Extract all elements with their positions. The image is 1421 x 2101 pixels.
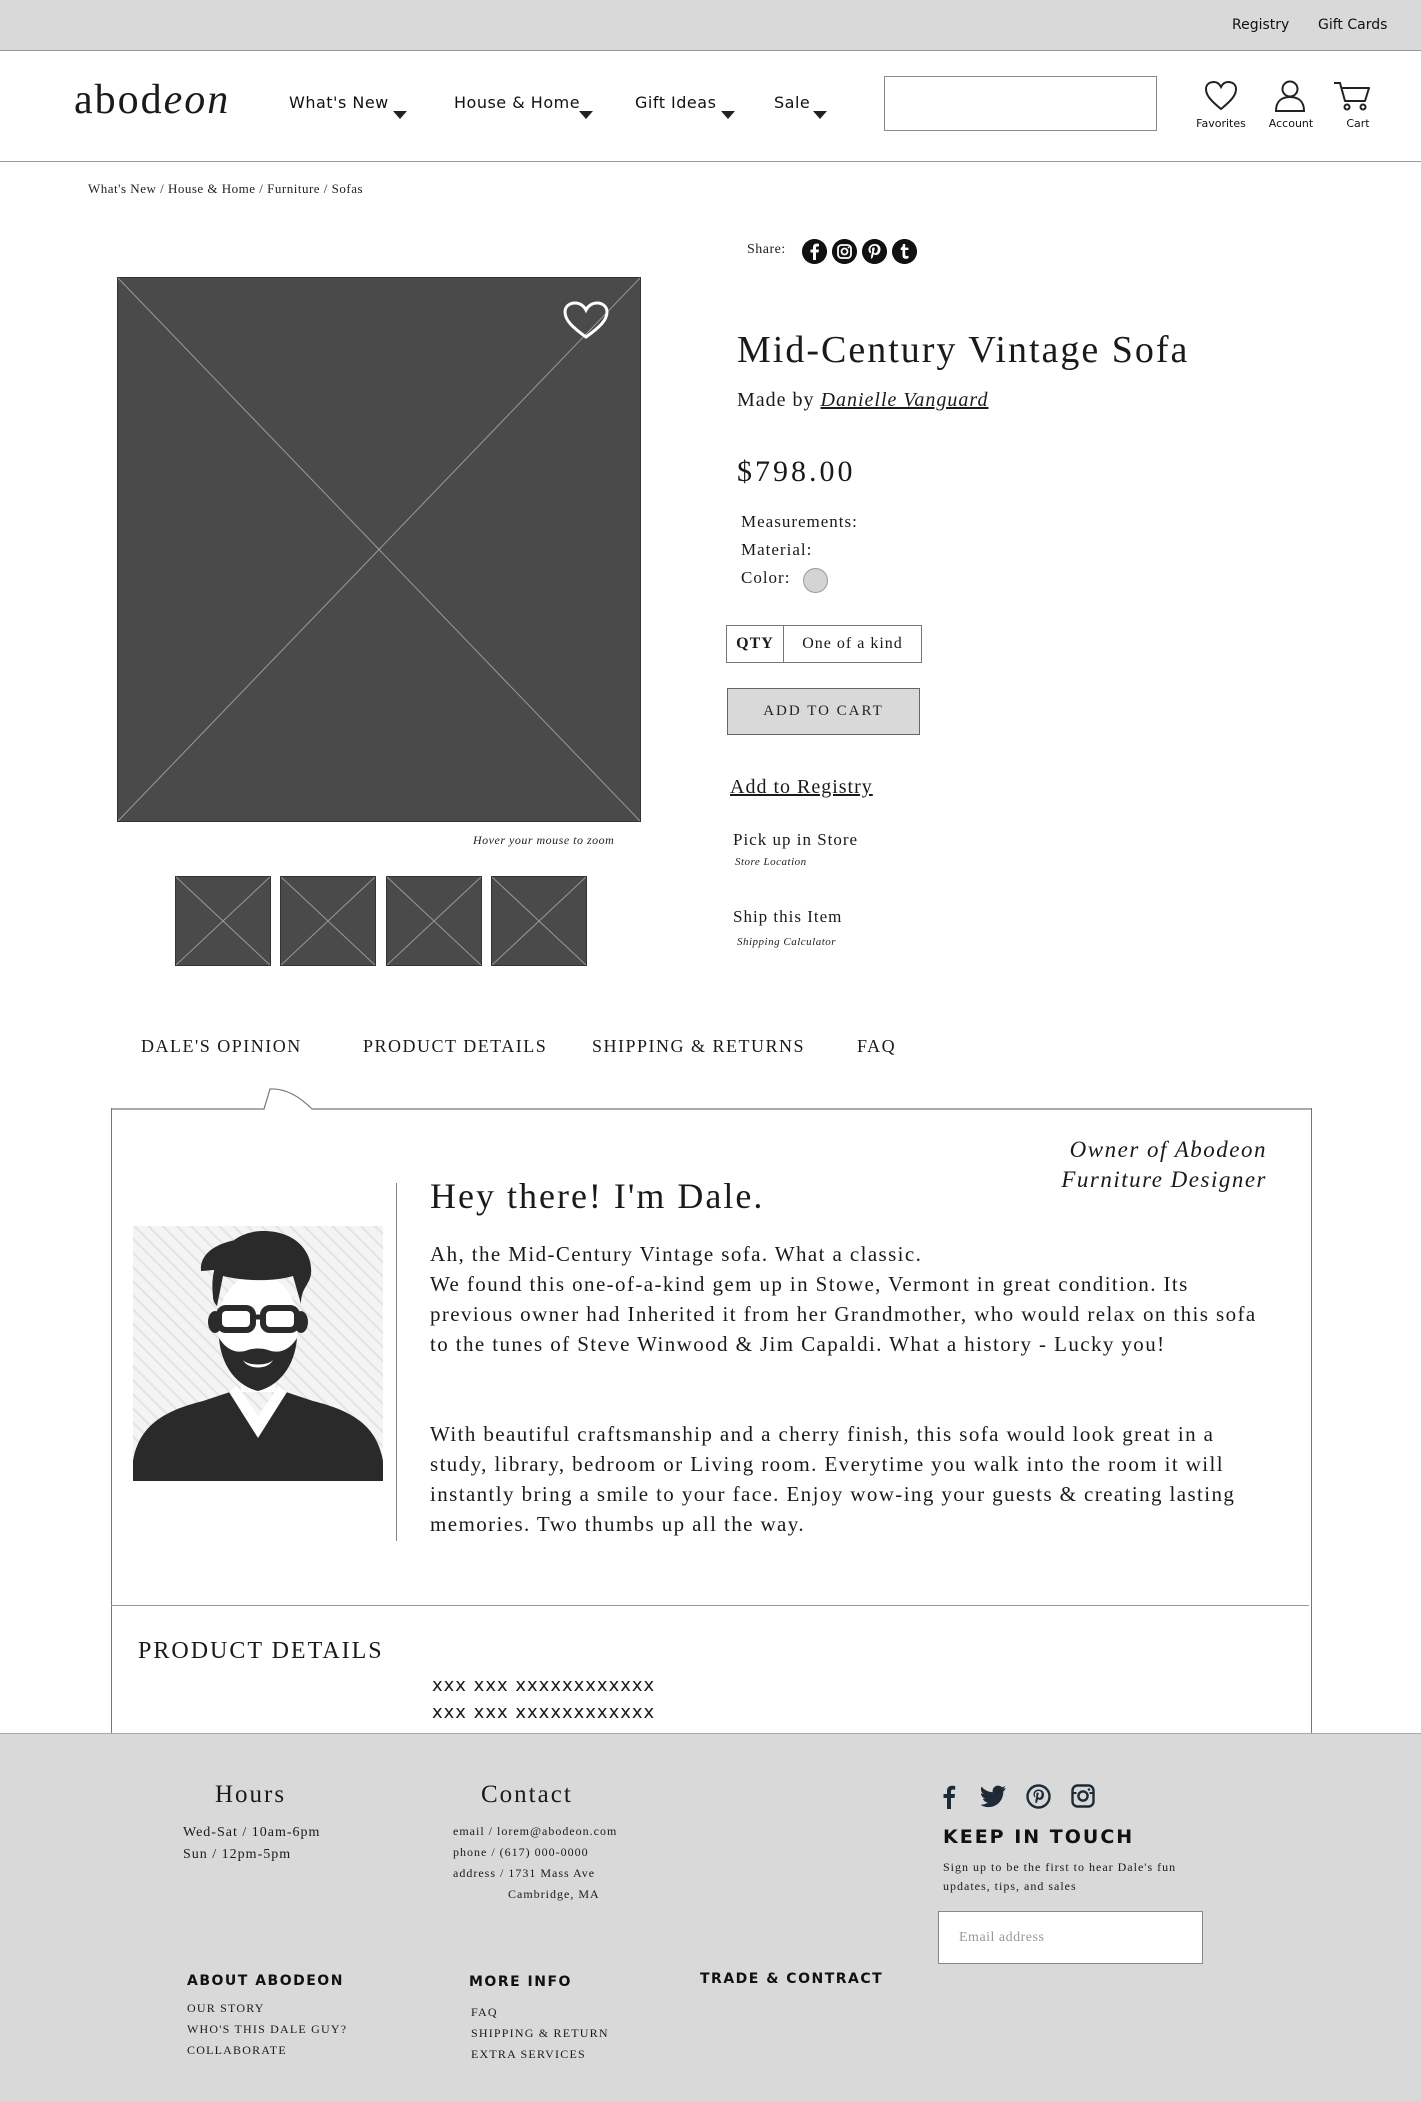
account-icon[interactable] bbox=[1274, 80, 1306, 113]
pickup-in-store[interactable]: Pick up in Store bbox=[733, 830, 859, 849]
hours-heading: Hours bbox=[215, 1781, 287, 1808]
opinion-paragraph: We found this one-of-a-kind gem up in Stowe, Vermont in great condition. Its previous owner had Inherited it from her Grandmother, who would relax on this sofa to the tunes of Steve Winwood & Jim Capaldi. What a history - Lucky you! bbox=[430, 1272, 1257, 1356]
search-input[interactable] bbox=[884, 76, 1157, 131]
quantity-selector[interactable] bbox=[726, 625, 922, 663]
cart-icon[interactable] bbox=[1333, 80, 1371, 112]
footer-link-faq[interactable]: FAQ bbox=[471, 2005, 498, 2019]
signup-text: Sign up to be the first to hear Dale's fun bbox=[943, 1860, 1177, 1874]
add-to-cart-button[interactable]: ADD TO CART bbox=[727, 688, 920, 735]
owner-line: Owner of Abodeon bbox=[1069, 1137, 1267, 1162]
footer-link-extra-services[interactable]: EXTRA SERVICES bbox=[471, 2047, 586, 2061]
store-location-link[interactable]: Store Location bbox=[735, 856, 807, 868]
about-heading: ABOUT ABODEON bbox=[187, 1973, 344, 1989]
details-line: xxx xxx xxxxxxxxxxxx bbox=[432, 1702, 656, 1723]
contact-address: address / 1731 Mass Ave bbox=[453, 1866, 596, 1880]
thumbnail[interactable] bbox=[491, 876, 587, 966]
image-placeholder bbox=[118, 278, 640, 821]
gift-cards-link[interactable]: Gift Cards bbox=[1318, 17, 1388, 33]
contact-email[interactable]: email / lorem@abodeon.com bbox=[453, 1824, 618, 1838]
chevron-down-icon[interactable] bbox=[393, 111, 407, 119]
facebook-icon[interactable] bbox=[940, 1784, 958, 1810]
tumblr-icon[interactable] bbox=[892, 239, 917, 264]
keep-in-touch-heading: KEEP IN TOUCH bbox=[943, 1826, 1135, 1848]
breadcrumb[interactable]: What's New / House & Home / Furniture / Sofas bbox=[88, 181, 364, 196]
email-signup-input[interactable]: Email address bbox=[938, 1911, 1203, 1964]
designer-link[interactable]: Danielle Vanguard bbox=[820, 389, 989, 411]
footer-link-shipping-return[interactable]: SHIPPING & RETURN bbox=[471, 2026, 609, 2040]
site-logo[interactable]: abodeon bbox=[74, 77, 231, 123]
nav-gift-ideas[interactable]: Gift Ideas bbox=[635, 93, 717, 112]
contact-heading: Contact bbox=[481, 1781, 573, 1808]
pinterest-icon[interactable] bbox=[862, 239, 887, 264]
footer-link-our-story[interactable]: OUR STORY bbox=[187, 2001, 265, 2015]
account-label[interactable]: Account bbox=[1268, 117, 1314, 130]
tab-shipping-returns[interactable]: SHIPPING & RETURNS bbox=[592, 1036, 806, 1056]
facebook-icon[interactable] bbox=[802, 239, 827, 264]
greeting-heading: Hey there! I'm Dale. bbox=[430, 1176, 765, 1216]
color-label: Color: bbox=[741, 568, 791, 587]
chevron-down-icon[interactable] bbox=[813, 111, 827, 119]
qty-label: QTY bbox=[727, 626, 784, 662]
contact-phone[interactable]: phone / (617) 000-0000 bbox=[453, 1845, 589, 1859]
avatar-divider bbox=[396, 1183, 397, 1541]
product-main-image[interactable] bbox=[117, 277, 641, 822]
trade-contract-heading[interactable]: TRADE & CONTRACT bbox=[700, 1971, 884, 1987]
footer-link-collaborate[interactable]: COLLABORATE bbox=[187, 2043, 287, 2057]
tab-dales-opinion[interactable]: DALE'S OPINION bbox=[141, 1036, 302, 1056]
qty-value[interactable]: One of a kind bbox=[802, 635, 903, 652]
nav-whats-new[interactable]: What's New bbox=[289, 93, 389, 112]
hours-line: Sun / 12pm-5pm bbox=[183, 1847, 292, 1862]
footer-link-dale[interactable]: WHO'S THIS DALE GUY? bbox=[187, 2022, 348, 2036]
opinion-paragraph: Ah, the Mid-Century Vintage sofa. What a classic. bbox=[430, 1242, 923, 1266]
signup-text: updates, tips, and sales bbox=[943, 1879, 1077, 1893]
tab-faq[interactable]: FAQ bbox=[857, 1036, 897, 1056]
cart-label[interactable]: Cart bbox=[1346, 117, 1370, 130]
chevron-down-icon[interactable] bbox=[721, 111, 735, 119]
divider bbox=[111, 1605, 1309, 1606]
made-by-prefix: Made by bbox=[737, 389, 815, 411]
hours-line: Wed-Sat / 10am-6pm bbox=[183, 1825, 321, 1840]
favorite-heart-icon[interactable] bbox=[562, 300, 610, 340]
shipping-calculator-link[interactable]: Shipping Calculator bbox=[737, 936, 837, 948]
chevron-down-icon[interactable] bbox=[579, 111, 593, 119]
dale-avatar bbox=[133, 1226, 383, 1481]
favorites-label[interactable]: Favorites bbox=[1196, 117, 1246, 130]
registry-link[interactable]: Registry bbox=[1232, 17, 1290, 33]
instagram-icon[interactable] bbox=[1071, 1784, 1095, 1808]
thumbnail[interactable] bbox=[175, 876, 271, 966]
heart-icon[interactable] bbox=[1204, 80, 1238, 112]
designer-line: Furniture Designer bbox=[1061, 1167, 1267, 1192]
owner-title bbox=[1000, 1135, 1267, 1195]
add-to-registry-link[interactable]: Add to Registry bbox=[730, 776, 873, 798]
more-info-heading: MORE INFO bbox=[469, 1974, 572, 1990]
tab-product-details[interactable]: PRODUCT DETAILS bbox=[363, 1036, 548, 1056]
ship-this-item[interactable]: Ship this Item bbox=[733, 907, 843, 926]
nav-house-home[interactable]: House & Home bbox=[454, 93, 581, 112]
product-details-heading: PRODUCT DETAILS bbox=[138, 1638, 384, 1664]
thumbnail[interactable] bbox=[280, 876, 376, 966]
instagram-icon[interactable] bbox=[832, 239, 857, 264]
panel-top-border bbox=[0, 1085, 1421, 1115]
measurements-label: Measurements: bbox=[741, 512, 858, 531]
material-label: Material: bbox=[741, 540, 813, 559]
utility-bar bbox=[0, 0, 1421, 51]
nav-sale[interactable]: Sale bbox=[774, 93, 811, 112]
contact-city: Cambridge, MA bbox=[508, 1887, 600, 1901]
made-by bbox=[737, 389, 988, 412]
opinion-paragraph: With beautiful craftsmanship and a cherry finish, this sofa would look great in a study, library, bedroom or Living room. Everytime you walk into the room it will instantly bring a smile to your face. Enjoy wow-ing your guests & creating lasting memories. Two thumbs up all the way. bbox=[430, 1422, 1236, 1536]
zoom-hint: Hover your mouse to zoom bbox=[473, 833, 615, 847]
pinterest-icon[interactable] bbox=[1026, 1784, 1051, 1809]
share-label: Share: bbox=[747, 242, 786, 257]
details-line: xxx xxx xxxxxxxxxxxx bbox=[432, 1675, 656, 1696]
thumbnail[interactable] bbox=[386, 876, 482, 966]
product-title: Mid-Century Vintage Sofa bbox=[737, 329, 1190, 371]
product-price: $798.00 bbox=[737, 455, 856, 488]
twitter-icon[interactable] bbox=[981, 1784, 1007, 1808]
color-swatch[interactable] bbox=[803, 568, 828, 593]
